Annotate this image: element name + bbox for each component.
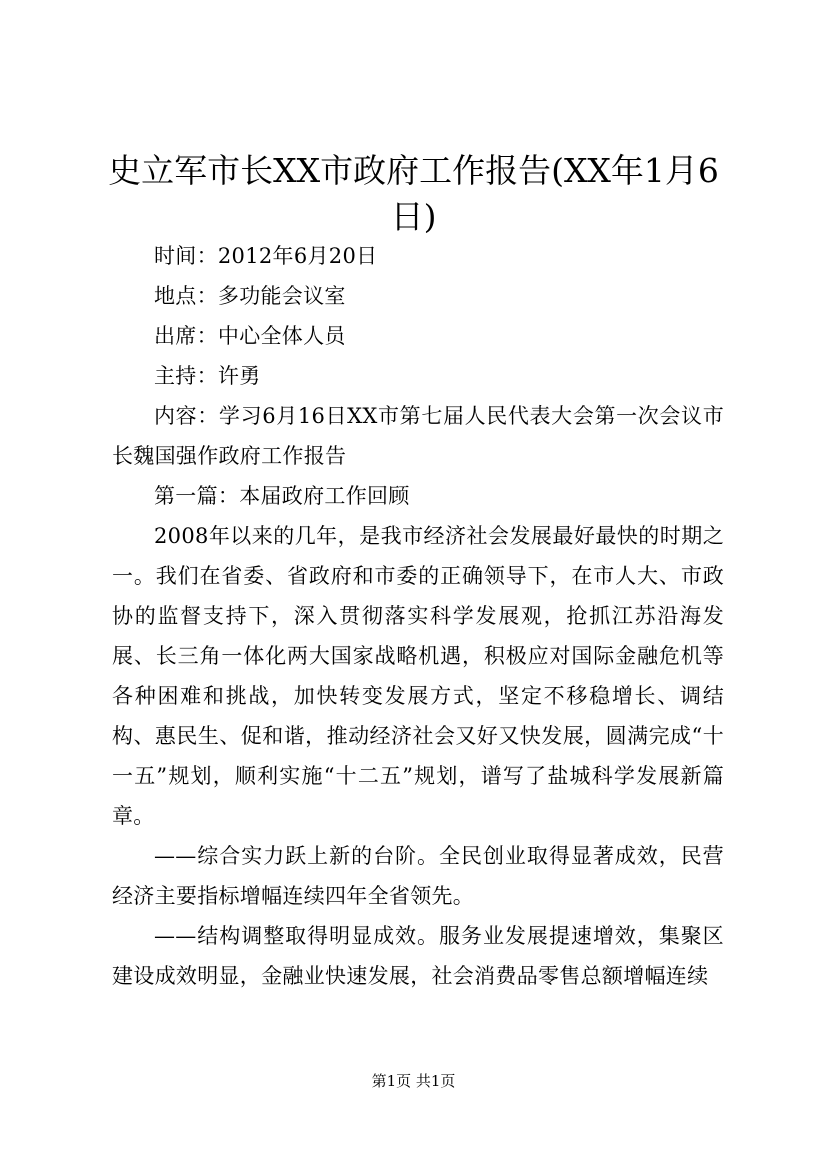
body-paragraph: ——综合实力跃上新的台阶。全民创业取得显著成效，民营经济主要指标增幅连续四年全省领先。 (112, 844, 724, 908)
page-number-footer: 第1页 共1页 (371, 1072, 456, 1090)
section-heading: 第一篇：本届政府工作回顾 (154, 484, 410, 508)
body-paragraph: 2008年以来的几年，是我市经济社会发展最好最快的时期之一。我们在省委、省政府和市委的正确领导下，在市人大、市政协的监督支持下，深入贯彻落实科学发展观，抢抓江苏沿海发展、长三角一体化两大国家战略机遇，积极应对国际金融危机等各种困难和挑战，加快转变发展方式，坚定不移稳增长、调结构、惠民生、促和谐，推动经济社会又好又快发展，圆满完成“十一五”规划，顺利实施“十二五”规划，谱写了盐城科学发展新篇章。 (112, 524, 724, 828)
meta-time: 时间：2012年6月20日 (154, 244, 378, 268)
meta-host: 主持：许勇 (154, 364, 261, 388)
document-body (112, 236, 724, 996)
body-paragraph: ——结构调整取得明显成效。服务业发展提速增效，集聚区建设成效明显，金融业快速发展，社会消费品零售总额增幅连续 (112, 924, 724, 988)
meta-location: 地点：多功能会议室 (154, 284, 346, 308)
meta-content: 内容：学习6月16日XX市第七届人民代表大会第一次会议市长魏国强作政府工作报告 (112, 404, 724, 468)
meta-attendees: 出席：中心全体人员 (154, 324, 346, 348)
document-title: 史立军市长XX市政府工作报告(XX年1月6日) (108, 151, 719, 236)
